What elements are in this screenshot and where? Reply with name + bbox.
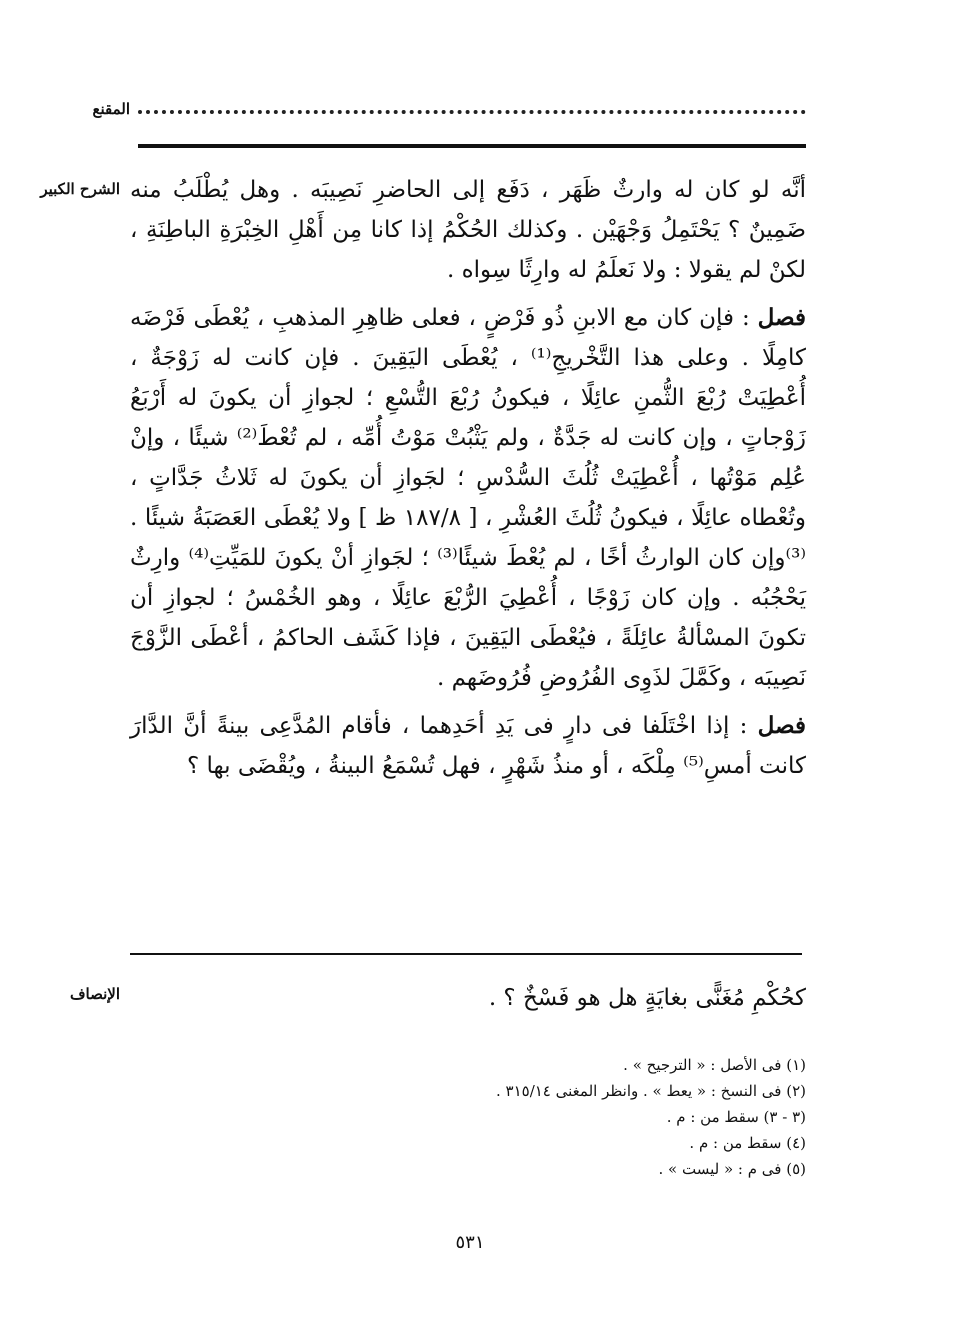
paragraph-2-text: : فإن كان مع الابنِ ذُو فَرْضٍ ، فعلى ظاهِرِ المذهبِ ، يُعْطَى فَرْضَه كامِلًا . وعلى هذا التَّخْريجِ⁽¹⁾ ، يُعْطَى اليَقِينَ . فإن كانت له زَوْجَةٌ ، أُعْطِيَتْ رُبْعَ الثُّمنِ عائِلًا ، فيكونُ رُبْعَ التُّسْعِ ؛ لجوازِ أن يكونَ له أَرْبَعُ زَوْجاتٍ ، وإن كانت له جَدَّةٌ ، ولم يَثْبُتْ مَوْتُ أُمِّه ، لم تُعْطَ⁽²⁾ شيئًا ، وإنْ عُلِم مَوْتُها ، أُعْطِيَتْ ثُلُثَ السُّدْسِ ؛ لجَوازِ أن يكونَ له ثَلاثُ جَدَّاتٍ ، وتُعْطاه عائِلًا ، فيكونُ ثُلُثَ العُشْرِ ، [ ١٨٧/٨ ظ ] ولا يُعْطَى العَصَبَةُ شيئًا . ⁽³⁾وإن كان الوارثُ أخًا ، لم يُعْطَ شيئًا⁽³⁾ ؛ لجَوازِ أنْ يكونَ للمَيِّتِ⁽⁴⁾ وارِثٌ يَحْجُبُه . وإن كان زَوْجًا ، أُعْطِيَ الرُّبْعَ عائِلًا ، وهو الخُمْسُ ؛ لجوازِ أن تكونَ المسْألةُ عائِلَةً ، فيُعْطَى اليَقِينَ ، فإذا كَشَف الحاكمُ ، أعْطَى الزَّوْجَ نَصِيبَه ، وكَمَّلَ لذَوِى الفُرُوضِ فُرُوضَهم . [130,305,807,691]
page-number: ٥٣١ [455,1232,485,1253]
paragraph-2 [130,298,806,698]
footnote: (٥) فى م : « ليست » . [658,1160,806,1178]
footnote: (٣ - ٣) سقط من : م . [666,1108,806,1126]
main-text-block [130,170,806,794]
section-divider [130,953,802,955]
side-label-insaf: الإنصاف [69,985,120,1003]
header-rule [138,144,806,148]
footnote: (٤) سقط من : م . [689,1134,806,1152]
footnote: (١) فى الأصل : « الترجيح » . [623,1056,806,1074]
footnotes [380,1052,806,1182]
section-marker: فصل [757,304,806,331]
insaf-text: كحُكْمِ مُغَنًّى بغايَةٍ هل هو فَسْخٌ ؟ . [488,985,806,1011]
paragraph-1 [130,170,806,290]
running-title: المقنع [92,100,130,118]
paragraph-3-text: : إذا اخْتَلَفا فى دارٍ فى يَدِ أحَدِهما ، فأقام المُدَّعِى بينةً أنَّ الدَّارَ كانت أمسِ⁽⁵⁾ مِلْكَه ، أو منذُ شَهْرٍ ، فهل تُسْمَعُ البينةُ ، ويُقْضَى بها ؟ [130,713,806,779]
section-marker: فصل [757,712,806,739]
side-label-sharh: الشرح الكبير [40,180,120,198]
paragraph-3 [130,706,806,786]
footnote: (٢) فى النسخ : « يعط » . وانظر المغنى ٣١٥/١٤ . [495,1082,806,1100]
header-dotted-leader [138,98,806,118]
paragraph-1-text: أنَّه لو كان له وارثٌ ظَهَر ، دَفَع إلى الحاضرِ نَصِيبَه . وهل يُطْلَبُ منه ضَمِينٌ ؟ يَحْتَمِلُ وَجْهَيْن . وكذلك الحُكْمُ إذا كانا مِن أَهْلِ الخِبْرَةِ الباطِنَةِ ، لكنْ لم يقولا : ولا نَعلَمُ له وارِثًا سِواه . [130,177,806,283]
